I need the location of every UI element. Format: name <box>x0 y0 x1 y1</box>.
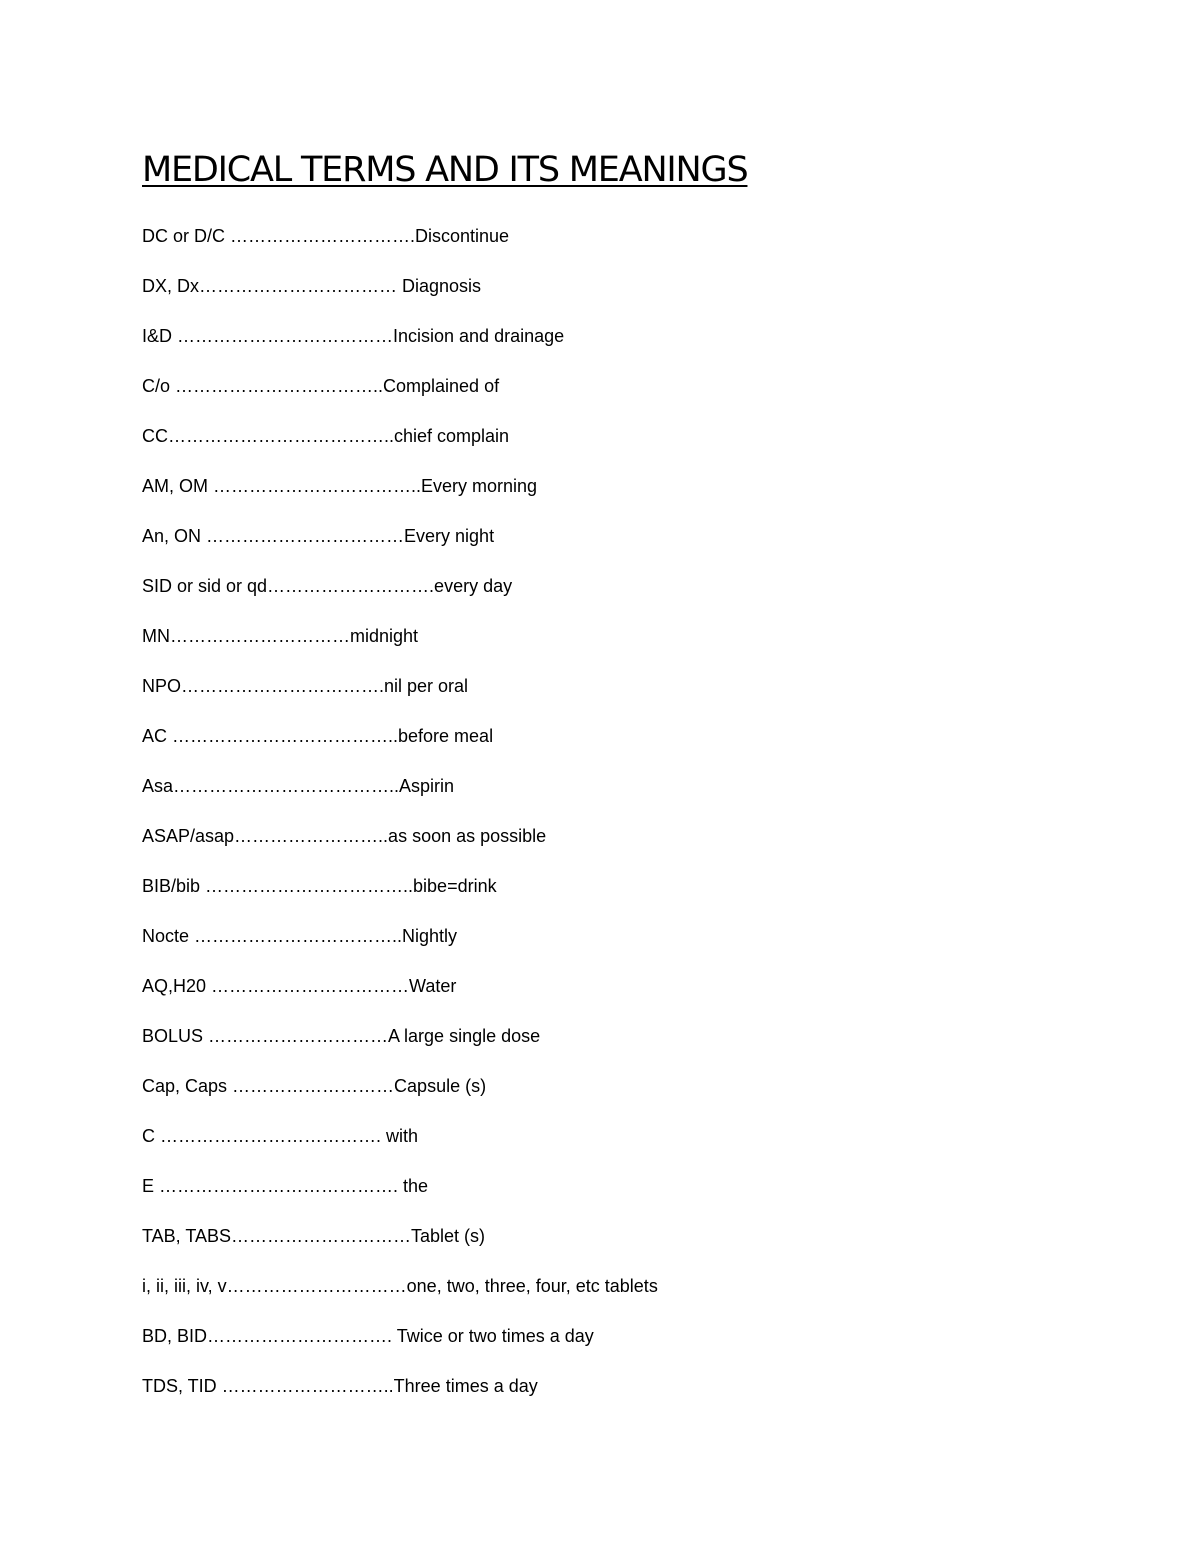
term-line: I&D ………………………………Incision and drainage <box>142 326 565 346</box>
term-line: C ………………………………. with <box>142 1126 419 1146</box>
term-line: Nocte ……………………………..Nightly <box>142 926 458 946</box>
term-line: AC ………………………………..before meal <box>142 726 494 746</box>
term-line: SID or sid or qd……………………….every day <box>142 576 513 596</box>
term-line: Cap, Caps ………………………Capsule (s) <box>142 1076 487 1096</box>
term-line: E …………………………………. the <box>142 1176 429 1196</box>
term-line: C/o ……………………………..Complained of <box>142 376 500 396</box>
term-line: Asa………………………………..Aspirin <box>142 776 455 796</box>
term-line: AM, OM ……………………………..Every morning <box>142 476 538 496</box>
term-line: BOLUS …………………………A large single dose <box>142 1026 541 1046</box>
term-line: An, ON ……………………………Every night <box>142 526 495 546</box>
term-line: TDS, TID ………………………..Three times a day <box>142 1376 538 1396</box>
term-line: TAB, TABS…………………………Tablet (s) <box>142 1226 486 1246</box>
term-line: MN…………………………midnight <box>142 626 419 646</box>
term-line: AQ,H20 ……………………………Water <box>142 976 457 996</box>
term-line: i, ii, iii, iv, v…………………………one, two, three, four, etc tablets <box>142 1276 658 1296</box>
term-line: ASAP/asap……………………..as soon as possible <box>142 826 547 846</box>
term-line: DX, Dx…………………………… Diagnosis <box>142 276 482 296</box>
term-line: DC or D/C ………………………….Discontinue <box>142 226 510 246</box>
term-line: NPO…………………………….nil per oral <box>142 676 469 696</box>
term-line: CC………………………………..chief complain <box>142 426 510 446</box>
document-title: MEDICAL TERMS AND ITS MEANINGS <box>142 150 748 190</box>
terms-list <box>142 222 658 1422</box>
term-line: BD, BID…………………………. Twice or two times a day <box>142 1326 594 1346</box>
term-line: BIB/bib ……………………………..bibe=drink <box>142 876 497 896</box>
